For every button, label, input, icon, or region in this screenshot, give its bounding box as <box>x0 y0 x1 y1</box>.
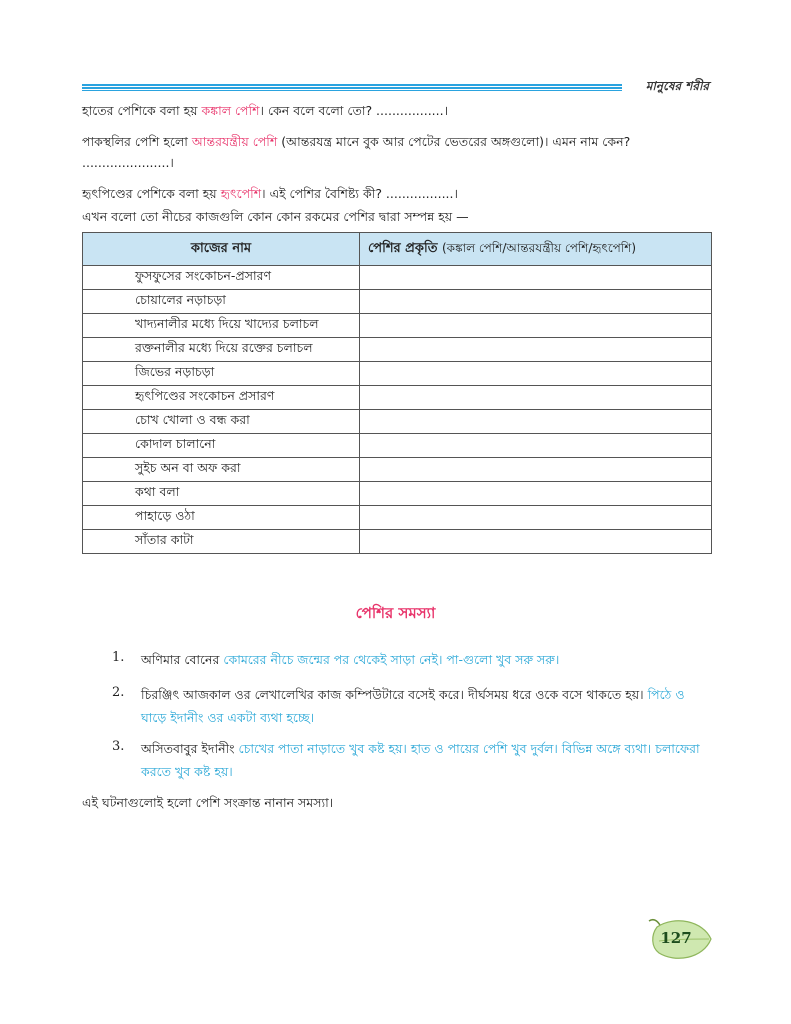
page-number: 127 <box>660 929 692 947</box>
task-name-cell: জিভের নড়াচড়া <box>83 362 360 386</box>
table-row <box>83 506 712 530</box>
task-name-cell: সুইচ অন বা অফ করা <box>83 458 360 482</box>
table-row <box>83 266 712 290</box>
text: চিরঞ্জিৎ আজকাল ওর লেখালেখির কাজ কম্পিউটারে বসেই করে। দীর্ঘসময় ধরে ওকে বসে থাকতে হয়। <box>141 687 648 702</box>
column-header-task: কাজের নাম <box>83 233 360 266</box>
section-title: পেশির সমস্যা <box>355 604 436 622</box>
table-row <box>83 530 712 554</box>
table-header-row <box>83 233 712 266</box>
paragraph-cardiac <box>82 183 712 204</box>
muscle-type-answer-cell[interactable] <box>360 434 712 458</box>
muscle-type-answer-cell[interactable] <box>360 362 712 386</box>
table-row <box>83 386 712 410</box>
text: অণিমার বোনের <box>141 652 224 667</box>
table-row <box>83 290 712 314</box>
highlight-term: কঙ্কাল পেশি <box>201 103 260 118</box>
item-number: 3. <box>112 739 125 754</box>
table-row <box>83 362 712 386</box>
task-name-cell: ফুসফুসের সংকোচন-প্রসারণ <box>83 266 360 290</box>
text: হাতের পেশিকে বলা হয় <box>82 103 202 118</box>
task-name-cell: হৃৎপিণ্ডের সংকোচন প্রসারণ <box>83 386 360 410</box>
table-row <box>83 338 712 362</box>
paragraph-visceral <box>82 131 712 173</box>
table-row <box>83 434 712 458</box>
text: । কেন বলে বলো তো? .................। <box>259 103 449 118</box>
muscle-task-table <box>82 232 712 554</box>
table-row <box>83 458 712 482</box>
muscle-type-answer-cell[interactable] <box>360 290 712 314</box>
problem-item <box>141 737 711 783</box>
item-number: 2. <box>112 685 125 700</box>
chapter-title: মানুষের শরীর <box>645 79 709 93</box>
paragraph-instruction: এখন বলো তো নীচের কাজগুলি কোন কোন রকমের পেশির দ্বারা সম্পন্ন হয় — <box>82 209 469 224</box>
muscle-type-answer-cell[interactable] <box>360 458 712 482</box>
text: । এই পেশির বৈশিষ্ট্য কী? .................। <box>261 186 458 201</box>
table-row <box>83 482 712 506</box>
text: হৃৎপিণ্ডের পেশিকে বলা হয় <box>82 186 221 201</box>
text: (আন্তরযন্ত্র মানে বুক আর পেটের ভেতরের অঙ্গগুলো)। এমন নাম কেন? ......................। <box>82 134 631 170</box>
column-header-muscle-type <box>360 233 712 266</box>
task-name-cell: চোখ খোলা ও বন্ধ করা <box>83 410 360 434</box>
muscle-type-answer-cell[interactable] <box>360 386 712 410</box>
symptom-text: পিঠে ও ঘাড়ে ইদানীং ওর একটা ব্যথা হচ্ছে। <box>141 687 685 725</box>
problem-item <box>141 683 711 729</box>
task-name-cell: রক্তনালীর মধ্যে দিয়ে রক্তের চলাচল <box>83 338 360 362</box>
muscle-type-answer-cell[interactable] <box>360 338 712 362</box>
header-label: পেশির প্রকৃতি <box>368 240 438 256</box>
muscle-type-answer-cell[interactable] <box>360 482 712 506</box>
symptom-text: কোমরের নীচে জন্মের পর থেকেই সাড়া নেই। পা-গুলো খুব সরু সরু। <box>223 652 560 667</box>
table-row <box>83 314 712 338</box>
task-name-cell: কোদাল চালানো <box>83 434 360 458</box>
task-name-cell: কথা বলা <box>83 482 360 506</box>
task-name-cell: খাদ্যনালীর মধ্যে দিয়ে খাদ্যের চলাচল <box>83 314 360 338</box>
highlight-term: আন্তরযন্ত্রীয় পেশি <box>191 134 278 149</box>
table-row <box>83 410 712 434</box>
text: অসিতবাবুর ইদানীং <box>141 741 239 756</box>
task-name-cell: পাহাড়ে ওঠা <box>83 506 360 530</box>
muscle-type-answer-cell[interactable] <box>360 530 712 554</box>
problem-item <box>141 648 711 671</box>
header-options: (কঙ্কাল পেশি/আন্তরযন্ত্রীয় পেশি/হৃৎপেশি) <box>442 240 636 255</box>
task-name-cell: সাঁতার কাটা <box>83 530 360 554</box>
text: পাকস্থলির পেশি হলো <box>82 134 192 149</box>
symptom-text: চোখের পাতা নাড়াতে খুব কষ্ট হয়। হাত ও পায়ের পেশি খুব দুর্বল। বিভিন্ন অঙ্গে ব্যথা। চলাফেরা করতে খুব কষ্ট হয়। <box>141 741 700 779</box>
item-number: 1. <box>112 650 125 665</box>
task-name-cell: চোয়ালের নড়াচড়া <box>83 290 360 314</box>
muscle-type-answer-cell[interactable] <box>360 506 712 530</box>
closing-paragraph: এই ঘটনাগুলোই হলো পেশি সংক্রান্ত নানান সমস্যা। <box>82 795 334 810</box>
muscle-type-answer-cell[interactable] <box>360 410 712 434</box>
muscle-type-answer-cell[interactable] <box>360 314 712 338</box>
header-rule <box>82 84 622 91</box>
paragraph-skeletal <box>82 100 712 121</box>
muscle-type-answer-cell[interactable] <box>360 266 712 290</box>
highlight-term: হৃৎপেশি <box>220 186 262 201</box>
